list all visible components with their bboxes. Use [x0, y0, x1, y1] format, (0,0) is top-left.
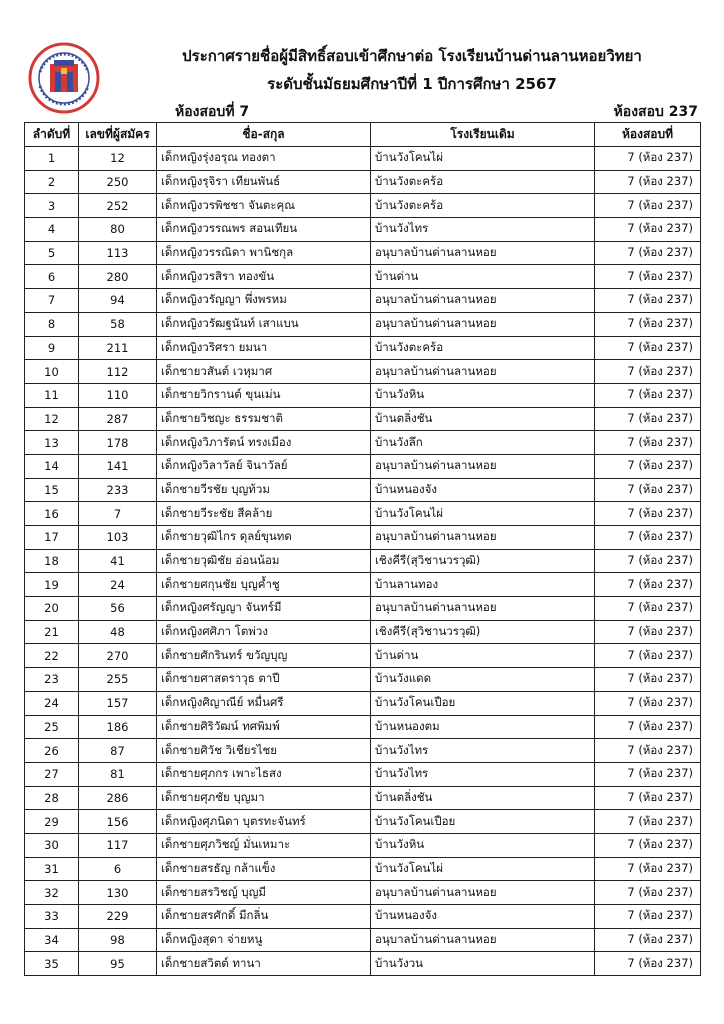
- cell-name: เด็กชายสรวิชญ์ บุญมี: [157, 881, 371, 905]
- cell-former-school: บ้านวังไทร: [371, 739, 595, 763]
- cell-name: เด็กชายศกุนชัย บุญค้ำชู: [157, 573, 371, 597]
- cell-order: 17: [25, 526, 79, 550]
- cell-order: 14: [25, 454, 79, 478]
- cell-exam-room: 7 (ห้อง 237): [595, 549, 701, 573]
- table-row: [25, 668, 701, 692]
- cell-name: เด็กหญิงวรรณิดา พานิชกุล: [157, 241, 371, 265]
- table-row: [25, 928, 701, 952]
- table-row: [25, 289, 701, 313]
- cell-name: เด็กชายศาสตราวุธ ตาปี: [157, 668, 371, 692]
- cell-exam-room: 7 (ห้อง 237): [595, 478, 701, 502]
- cell-former-school: อนุบาลบ้านด่านลานหอย: [371, 360, 595, 384]
- col-header-applicant-no: เลขที่ผู้สมัคร: [79, 123, 157, 147]
- table-row: [25, 194, 701, 218]
- table-row: [25, 715, 701, 739]
- cell-name: เด็กชายวีระชัย สีคล้าย: [157, 502, 371, 526]
- cell-applicant-no: 6: [79, 857, 157, 881]
- cell-exam-room: 7 (ห้อง 237): [595, 857, 701, 881]
- cell-exam-room: 7 (ห้อง 237): [595, 289, 701, 313]
- cell-name: เด็กชายวุฒิไกร ดุลย์ขุนทด: [157, 526, 371, 550]
- table-row: [25, 526, 701, 550]
- cell-exam-room: 7 (ห้อง 237): [595, 407, 701, 431]
- col-header-order: ลำดับที่: [25, 123, 79, 147]
- cell-order: 24: [25, 691, 79, 715]
- cell-exam-room: 7 (ห้อง 237): [595, 715, 701, 739]
- cell-exam-room: 7 (ห้อง 237): [595, 336, 701, 360]
- cell-applicant-no: 58: [79, 312, 157, 336]
- table-row: [25, 549, 701, 573]
- exam-room-code: ห้องสอบ 237: [613, 104, 698, 120]
- cell-applicant-no: 12: [79, 147, 157, 171]
- cell-name: เด็กหญิงวรรณพร สอนเทียน: [157, 218, 371, 242]
- cell-exam-room: 7 (ห้อง 237): [595, 952, 701, 976]
- cell-order: 31: [25, 857, 79, 881]
- table-row: [25, 336, 701, 360]
- cell-order: 18: [25, 549, 79, 573]
- table-row: [25, 786, 701, 810]
- cell-applicant-no: 156: [79, 810, 157, 834]
- cell-former-school: อนุบาลบ้านด่านลานหอย: [371, 526, 595, 550]
- cell-name: เด็กชายวสันต์ เวหุมาศ: [157, 360, 371, 384]
- cell-name: เด็กชายวีรชัย บุญท้วม: [157, 478, 371, 502]
- cell-applicant-no: 229: [79, 905, 157, 929]
- cell-former-school: เชิงคีรี(สุวิชานวรวุฒิ): [371, 620, 595, 644]
- cell-order: 4: [25, 218, 79, 242]
- cell-applicant-no: 270: [79, 644, 157, 668]
- cell-former-school: อนุบาลบ้านด่านลานหอย: [371, 241, 595, 265]
- cell-former-school: เชิงคีรี(สุวิชานวรวุฒิ): [371, 549, 595, 573]
- cell-applicant-no: 56: [79, 597, 157, 621]
- cell-name: เด็กหญิงรุ่งอรุณ ทองตา: [157, 147, 371, 171]
- cell-order: 10: [25, 360, 79, 384]
- table-row: [25, 573, 701, 597]
- school-seal-icon: [28, 42, 100, 114]
- cell-former-school: อนุบาลบ้านด่านลานหอย: [371, 289, 595, 313]
- cell-order: 25: [25, 715, 79, 739]
- cell-order: 23: [25, 668, 79, 692]
- cell-former-school: บ้านวังโคนไผ่: [371, 857, 595, 881]
- cell-name: เด็กชายสรธัญ กล้าแข็ง: [157, 857, 371, 881]
- cell-former-school: บ้านวังวน: [371, 952, 595, 976]
- cell-order: 6: [25, 265, 79, 289]
- cell-order: 28: [25, 786, 79, 810]
- cell-order: 16: [25, 502, 79, 526]
- cell-name: เด็กชายสวิตต์ ทานา: [157, 952, 371, 976]
- cell-exam-room: 7 (ห้อง 237): [595, 810, 701, 834]
- cell-former-school: บ้านวังแดด: [371, 668, 595, 692]
- cell-applicant-no: 113: [79, 241, 157, 265]
- cell-name: เด็กชายวิกรานต์ ขุนเม่น: [157, 383, 371, 407]
- cell-order: 13: [25, 431, 79, 455]
- cell-applicant-no: 255: [79, 668, 157, 692]
- cell-applicant-no: 141: [79, 454, 157, 478]
- cell-exam-room: 7 (ห้อง 237): [595, 147, 701, 171]
- cell-former-school: บ้านลานทอง: [371, 573, 595, 597]
- cell-former-school: บ้านวังหิน: [371, 383, 595, 407]
- cell-exam-room: 7 (ห้อง 237): [595, 881, 701, 905]
- cell-exam-room: 7 (ห้อง 237): [595, 739, 701, 763]
- cell-order: 20: [25, 597, 79, 621]
- cell-name: เด็กหญิงวริศรา ยมนา: [157, 336, 371, 360]
- cell-former-school: อนุบาลบ้านด่านลานหอย: [371, 597, 595, 621]
- cell-applicant-no: 252: [79, 194, 157, 218]
- cell-applicant-no: 280: [79, 265, 157, 289]
- cell-former-school: บ้านวังตะคร้อ: [371, 336, 595, 360]
- table-row: [25, 597, 701, 621]
- cell-former-school: บ้านตลิ่งชัน: [371, 786, 595, 810]
- table-row: [25, 454, 701, 478]
- cell-exam-room: 7 (ห้อง 237): [595, 833, 701, 857]
- cell-exam-room: 7 (ห้อง 237): [595, 360, 701, 384]
- cell-exam-room: 7 (ห้อง 237): [595, 668, 701, 692]
- table-row: [25, 478, 701, 502]
- cell-applicant-no: 233: [79, 478, 157, 502]
- cell-order: 29: [25, 810, 79, 834]
- cell-name: เด็กหญิงศิญาณีย์ หมื่นศรี: [157, 691, 371, 715]
- table-row: [25, 905, 701, 929]
- cell-order: 26: [25, 739, 79, 763]
- cell-former-school: บ้านหนองจัง: [371, 905, 595, 929]
- cell-exam-room: 7 (ห้อง 237): [595, 691, 701, 715]
- cell-name: เด็กชายสรศักดิ์ มีกลิ่น: [157, 905, 371, 929]
- cell-former-school: บ้านวังตะคร้อ: [371, 194, 595, 218]
- cell-order: 3: [25, 194, 79, 218]
- cell-applicant-no: 7: [79, 502, 157, 526]
- cell-order: 15: [25, 478, 79, 502]
- cell-former-school: อนุบาลบ้านด่านลานหอย: [371, 454, 595, 478]
- cell-exam-room: 7 (ห้อง 237): [595, 762, 701, 786]
- cell-order: 11: [25, 383, 79, 407]
- cell-name: เด็กชายศิวัช วิเชียรไชย: [157, 739, 371, 763]
- cell-name: เด็กชายศิริวัฒน์ ทศพิมพ์: [157, 715, 371, 739]
- table-row: [25, 431, 701, 455]
- table-row: [25, 833, 701, 857]
- cell-exam-room: 7 (ห้อง 237): [595, 502, 701, 526]
- cell-order: 30: [25, 833, 79, 857]
- table-row: [25, 383, 701, 407]
- cell-name: เด็กชายศักรินทร์ ขวัญบุญ: [157, 644, 371, 668]
- cell-former-school: อนุบาลบ้านด่านลานหอย: [371, 928, 595, 952]
- table-row: [25, 810, 701, 834]
- cell-name: เด็กชายศุภกร เพาะไธสง: [157, 762, 371, 786]
- cell-name: เด็กหญิงวิลาวัลย์ จินาวัลย์: [157, 454, 371, 478]
- cell-applicant-no: 48: [79, 620, 157, 644]
- table-row: [25, 407, 701, 431]
- cell-former-school: อนุบาลบ้านด่านลานหอย: [371, 312, 595, 336]
- cell-exam-room: 7 (ห้อง 237): [595, 265, 701, 289]
- cell-name: เด็กชายศุภชัย บุญมา: [157, 786, 371, 810]
- cell-exam-room: 7 (ห้อง 237): [595, 312, 701, 336]
- applicant-table: [24, 122, 701, 976]
- cell-order: 27: [25, 762, 79, 786]
- table-row: [25, 218, 701, 242]
- cell-applicant-no: 287: [79, 407, 157, 431]
- cell-exam-room: 7 (ห้อง 237): [595, 454, 701, 478]
- cell-applicant-no: 94: [79, 289, 157, 313]
- cell-order: 9: [25, 336, 79, 360]
- cell-name: เด็กหญิงวิภารัตน์ ทรงเมือง: [157, 431, 371, 455]
- table-row: [25, 170, 701, 194]
- cell-order: 21: [25, 620, 79, 644]
- cell-exam-room: 7 (ห้อง 237): [595, 597, 701, 621]
- cell-applicant-no: 112: [79, 360, 157, 384]
- cell-former-school: บ้านวังไทร: [371, 218, 595, 242]
- cell-name: เด็กหญิงศรัญญา จันทร์มี: [157, 597, 371, 621]
- cell-order: 34: [25, 928, 79, 952]
- table-row: [25, 241, 701, 265]
- cell-former-school: บ้านด่าน: [371, 265, 595, 289]
- cell-exam-room: 7 (ห้อง 237): [595, 905, 701, 929]
- cell-exam-room: 7 (ห้อง 237): [595, 620, 701, 644]
- cell-applicant-no: 178: [79, 431, 157, 455]
- cell-order: 19: [25, 573, 79, 597]
- cell-name: เด็กหญิงวรสิรา ทองขัน: [157, 265, 371, 289]
- cell-former-school: บ้านหนองตม: [371, 715, 595, 739]
- cell-name: เด็กหญิงวรพิชชา จันตะคุณ: [157, 194, 371, 218]
- table-row: [25, 147, 701, 171]
- cell-former-school: บ้านวังโคนเปือย: [371, 691, 595, 715]
- cell-exam-room: 7 (ห้อง 237): [595, 928, 701, 952]
- cell-former-school: บ้านวังลึก: [371, 431, 595, 455]
- cell-applicant-no: 110: [79, 383, 157, 407]
- cell-applicant-no: 211: [79, 336, 157, 360]
- cell-order: 5: [25, 241, 79, 265]
- cell-exam-room: 7 (ห้อง 237): [595, 218, 701, 242]
- table-row: [25, 952, 701, 976]
- cell-name: เด็กชายวิชญะ ธรรมชาติ: [157, 407, 371, 431]
- cell-order: 35: [25, 952, 79, 976]
- cell-name: เด็กหญิงศศิภา โตพ่วง: [157, 620, 371, 644]
- col-header-former-school: โรงเรียนเดิม: [371, 123, 595, 147]
- cell-applicant-no: 130: [79, 881, 157, 905]
- cell-applicant-no: 98: [79, 928, 157, 952]
- cell-former-school: บ้านวังโคนไผ่: [371, 502, 595, 526]
- table-row: [25, 739, 701, 763]
- cell-former-school: อนุบาลบ้านด่านลานหอย: [371, 881, 595, 905]
- cell-applicant-no: 24: [79, 573, 157, 597]
- cell-name: เด็กหญิงรุจิรา เทียนพันธ์: [157, 170, 371, 194]
- cell-applicant-no: 41: [79, 549, 157, 573]
- cell-exam-room: 7 (ห้อง 237): [595, 526, 701, 550]
- cell-former-school: บ้านด่าน: [371, 644, 595, 668]
- cell-applicant-no: 81: [79, 762, 157, 786]
- table-row: [25, 360, 701, 384]
- table-row: [25, 691, 701, 715]
- cell-name: เด็กชายศุภวิชญ์ มั่นเหมาะ: [157, 833, 371, 857]
- table-row: [25, 881, 701, 905]
- page-subtitle: ระดับชั้นมัธยมศึกษาปีที่ 1 ปีการศึกษา 2567: [267, 75, 557, 93]
- cell-applicant-no: 250: [79, 170, 157, 194]
- cell-former-school: บ้านวังโคนเปือย: [371, 810, 595, 834]
- cell-exam-room: 7 (ห้อง 237): [595, 383, 701, 407]
- col-header-exam-room: ห้องสอบที่: [595, 123, 701, 147]
- table-row: [25, 312, 701, 336]
- cell-order: 2: [25, 170, 79, 194]
- cell-order: 12: [25, 407, 79, 431]
- cell-name: เด็กหญิงวรัฒฐนันท์ เสาแบน: [157, 312, 371, 336]
- cell-order: 33: [25, 905, 79, 929]
- cell-exam-room: 7 (ห้อง 237): [595, 786, 701, 810]
- page-title: ประกาศรายชื่อผู้มีสิทธิ์สอบเข้าศึกษาต่อ โรงเรียนบ้านด่านลานหอยวิทยา: [182, 47, 642, 65]
- table-row: [25, 620, 701, 644]
- cell-applicant-no: 286: [79, 786, 157, 810]
- table-row: [25, 502, 701, 526]
- cell-former-school: บ้านวังตะคร้อ: [371, 170, 595, 194]
- cell-applicant-no: 103: [79, 526, 157, 550]
- cell-applicant-no: 157: [79, 691, 157, 715]
- cell-exam-room: 7 (ห้อง 237): [595, 573, 701, 597]
- cell-applicant-no: 186: [79, 715, 157, 739]
- cell-former-school: บ้านวังไทร: [371, 762, 595, 786]
- exam-room-number: ห้องสอบที่ 7: [175, 104, 250, 120]
- cell-name: เด็กชายวุฒิชัย อ่อนน้อม: [157, 549, 371, 573]
- cell-former-school: บ้านวังหิน: [371, 833, 595, 857]
- cell-former-school: บ้านหนองจัง: [371, 478, 595, 502]
- cell-exam-room: 7 (ห้อง 237): [595, 431, 701, 455]
- cell-exam-room: 7 (ห้อง 237): [595, 644, 701, 668]
- cell-name: เด็กหญิงสุดา จ่ายหนู: [157, 928, 371, 952]
- table-row: [25, 265, 701, 289]
- cell-applicant-no: 95: [79, 952, 157, 976]
- cell-former-school: บ้านวังโคนไผ่: [371, 147, 595, 171]
- col-header-name: ชื่อ-สกุล: [157, 123, 371, 147]
- table-row: [25, 644, 701, 668]
- cell-exam-room: 7 (ห้อง 237): [595, 194, 701, 218]
- cell-order: 8: [25, 312, 79, 336]
- table-row: [25, 857, 701, 881]
- table-row: [25, 762, 701, 786]
- cell-applicant-no: 87: [79, 739, 157, 763]
- cell-order: 32: [25, 881, 79, 905]
- cell-exam-room: 7 (ห้อง 237): [595, 241, 701, 265]
- cell-name: เด็กหญิงศุภนิดา บุตรทะจันทร์: [157, 810, 371, 834]
- cell-order: 7: [25, 289, 79, 313]
- cell-applicant-no: 117: [79, 833, 157, 857]
- cell-former-school: บ้านตลิ่งชัน: [371, 407, 595, 431]
- cell-order: 1: [25, 147, 79, 171]
- cell-order: 22: [25, 644, 79, 668]
- cell-name: เด็กหญิงวรัญญา พึ่งพรหม: [157, 289, 371, 313]
- table-header-row: [25, 123, 701, 147]
- cell-exam-room: 7 (ห้อง 237): [595, 170, 701, 194]
- cell-applicant-no: 80: [79, 218, 157, 242]
